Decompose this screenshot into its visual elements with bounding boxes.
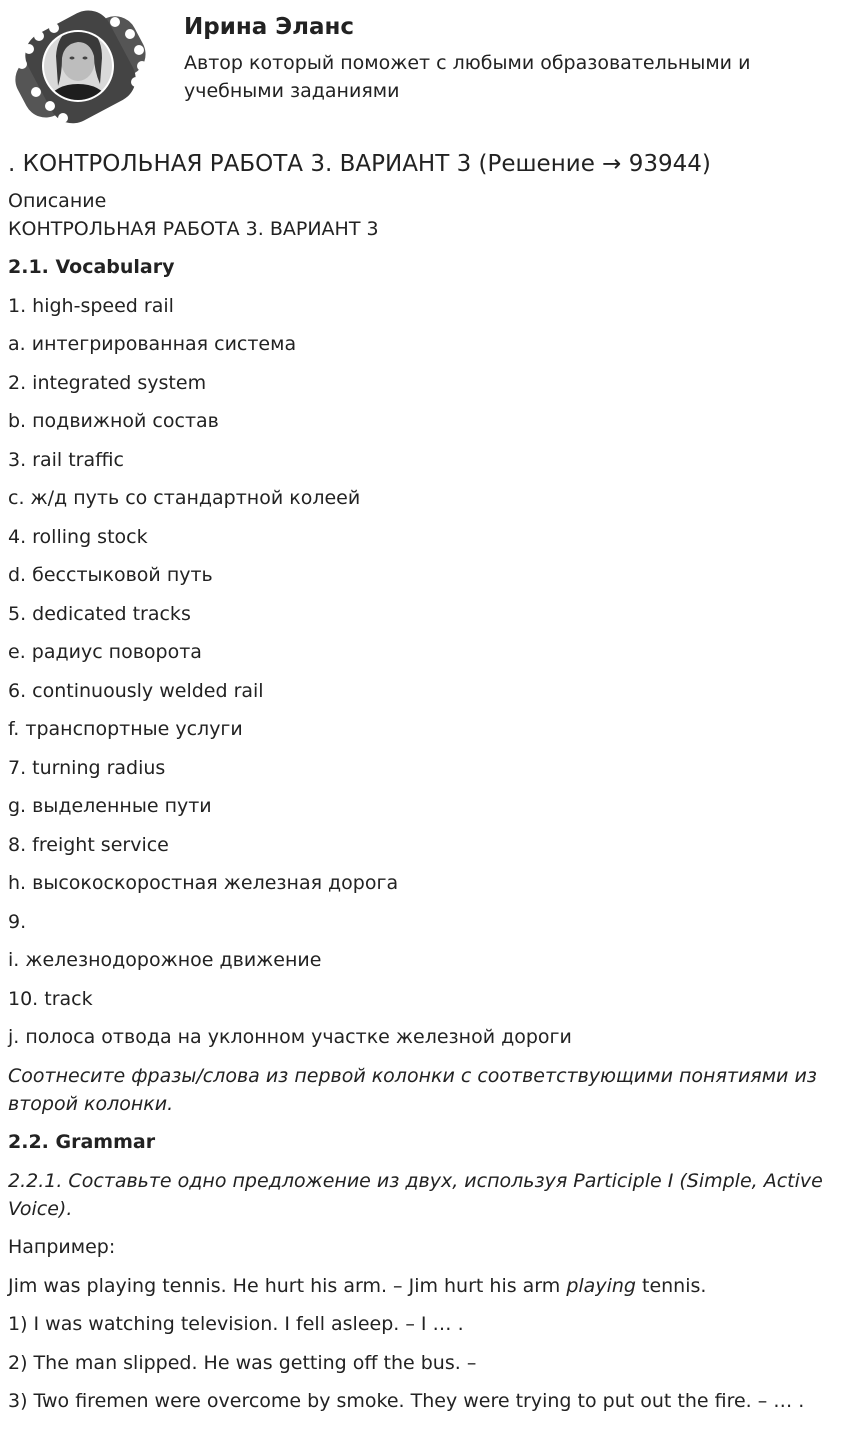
grammar-task: 2.2.1. Составьте одно предложение из двух, используя Participle I (Simple, Active Voice). — [8, 1169, 823, 1220]
vocabulary-item: i. железнодорожное движение — [8, 949, 322, 971]
vocabulary-item: a. интегрированная система — [8, 333, 297, 355]
grammar-heading: 2.2. Grammar — [8, 1131, 156, 1153]
vocabulary-item: 1. high-speed rail — [8, 294, 174, 317]
grammar-exercise: 3) Two firemen were overcome by smoke. They were trying to put out the fire. – … . — [8, 1390, 805, 1412]
vocabulary-item: c. ж/д путь со стандартной колеей — [8, 487, 361, 509]
description-label: Описание — [8, 190, 107, 212]
vocabulary-item: 9. — [8, 910, 27, 933]
vocabulary-item: 2. integrated system — [8, 371, 207, 394]
example-text-before: Jim was playing tennis. He hurt his arm. – Jim hurt his arm — [8, 1274, 567, 1297]
vocabulary-item: h. высокоскоростная железная дорога — [8, 872, 399, 894]
example-text-after: tennis. — [635, 1274, 707, 1297]
vocabulary-instruction: Соотнесите фразы/слова из первой колонки с соответствующими понятиями из второй колонки. — [8, 1064, 817, 1115]
vocabulary-item: 8. freight service — [8, 833, 169, 856]
vocabulary-item: 6. continuously welded rail — [8, 679, 264, 702]
vocabulary-item: j. полоса отвода на уклонном участке железной дороги — [8, 1026, 572, 1048]
vocabulary-item: e. радиус поворота — [8, 641, 202, 663]
page-title: . КОНТРОЛЬНАЯ РАБОТА 3. ВАРИАНТ 3 (Решение → 93944) — [8, 151, 711, 177]
vocabulary-item: 10. track — [8, 987, 93, 1010]
author-description: Автор который поможет с любыми образовательными и учебными заданиями — [184, 52, 751, 102]
example-sentence — [8, 1272, 838, 1300]
vocabulary-item: d. бесстыковой путь — [8, 564, 213, 586]
author-card — [8, 6, 838, 128]
example-emphasis: playing — [566, 1274, 636, 1297]
grammar-exercise: 1) I was watching television. I fell asleep. – I … . — [8, 1313, 464, 1335]
description-subtitle: КОНТРОЛЬНАЯ РАБОТА 3. ВАРИАНТ 3 — [8, 218, 379, 240]
film-reel-avatar-icon — [8, 6, 153, 128]
vocabulary-item: b. подвижной состав — [8, 410, 219, 432]
author-name[interactable]: Ирина Эланс — [184, 14, 355, 40]
vocabulary-item: 3. rail traffic — [8, 448, 124, 471]
vocabulary-item: 5. dedicated tracks — [8, 602, 191, 625]
work-content — [8, 253, 838, 1426]
vocabulary-list — [8, 292, 838, 1052]
vocabulary-item: 4. rolling stock — [8, 525, 148, 548]
grammar-exercise: 2) The man slipped. He was getting off the bus. – — [8, 1351, 477, 1374]
vocabulary-item: g. выделенные пути — [8, 795, 212, 817]
vocabulary-item: 7. turning radius — [8, 756, 166, 779]
example-label: Например: — [8, 1236, 116, 1258]
vocabulary-item: f. транспортные услуги — [8, 718, 243, 740]
vocabulary-heading: 2.1. Vocabulary — [8, 256, 175, 278]
